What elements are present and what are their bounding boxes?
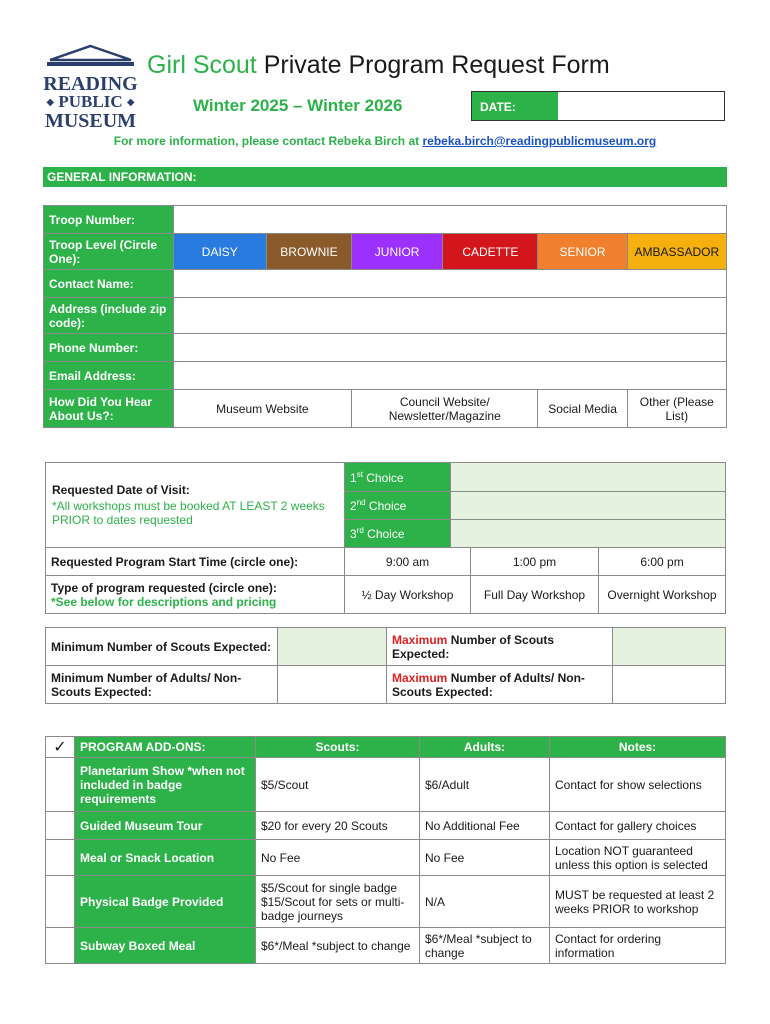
level-junior[interactable]: JUNIOR <box>352 234 443 270</box>
addon-badge-notes: MUST be requested at least 2 weeks PRIOR to workshop <box>550 876 726 928</box>
addon-meal-location-notes: Location NOT guaranteed unless this option is selected <box>550 840 726 876</box>
level-senior[interactable]: SENIOR <box>538 234 627 270</box>
email-label: Email Address: <box>44 362 174 390</box>
addons-header-notes: Notes: <box>550 737 726 758</box>
attendance-table <box>45 627 726 704</box>
min-scouts-label: Minimum Number of Scouts Expected: <box>46 628 278 666</box>
choice-2-label: 2nd Choice <box>345 492 451 520</box>
addon-tour-adults: No Additional Fee <box>420 812 550 840</box>
addons-header-scouts: Scouts: <box>256 737 420 758</box>
contact-name-field[interactable] <box>173 270 726 298</box>
phone-label: Phone Number: <box>44 334 174 362</box>
addon-planetarium-checkbox[interactable] <box>46 758 75 812</box>
season-subtitle: Winter 2025 – Winter 2026 <box>193 96 403 115</box>
addon-subway-scouts: $6*/Meal *subject to change <box>256 928 420 964</box>
addon-subway-adults: $6*/Meal *subject to change <box>420 928 550 964</box>
max-scouts-field[interactable] <box>613 628 726 666</box>
page-title <box>147 50 610 80</box>
min-scouts-field[interactable] <box>278 628 387 666</box>
visit-request-table <box>45 462 726 614</box>
addon-badge-adults: N/A <box>420 876 550 928</box>
program-full-day[interactable]: Full Day Workshop <box>471 576 599 614</box>
choice-3-field[interactable] <box>451 520 726 548</box>
requested-date-label: Requested Date of Visit: <box>52 483 190 497</box>
level-brownie[interactable]: BROWNIE <box>266 234 351 270</box>
level-ambassador[interactable]: AMBASSADOR <box>627 234 726 270</box>
level-daisy[interactable]: DAISY <box>173 234 266 270</box>
addon-subway-checkbox[interactable] <box>46 928 75 964</box>
requested-date-note: *All workshops must be booked AT LEAST 2 weeks PRIOR to dates requested <box>52 499 325 527</box>
program-overnight[interactable]: Overnight Workshop <box>599 576 726 614</box>
addon-planetarium-name: Planetarium Show *when not included in badge requirements <box>75 758 256 812</box>
addon-meal-location-adults: No Fee <box>420 840 550 876</box>
heard-option-museum-website[interactable]: Museum Website <box>173 390 351 428</box>
start-time-9am[interactable]: 9:00 am <box>345 548 471 576</box>
title-rest: Private Program Request Form <box>256 51 610 79</box>
addon-planetarium-notes: Contact for show selections <box>550 758 726 812</box>
requested-date-cell <box>46 463 345 548</box>
addon-meal-location-scouts: No Fee <box>256 840 420 876</box>
phone-field[interactable] <box>173 334 726 362</box>
heard-about-label: How Did You Hear About Us?: <box>44 390 174 428</box>
general-info-table <box>43 205 727 428</box>
addon-planetarium-adults: $6/Adult <box>420 758 550 812</box>
troop-number-label: Troop Number: <box>44 206 174 234</box>
addon-subway-name: Subway Boxed Meal <box>75 928 256 964</box>
logo-text-reading: READING <box>43 73 138 95</box>
addon-tour-scouts: $20 for every 20 Scouts <box>256 812 420 840</box>
contact-info <box>0 134 770 148</box>
start-time-6pm[interactable]: 6:00 pm <box>599 548 726 576</box>
troop-number-field[interactable] <box>173 206 726 234</box>
max-adults-field[interactable] <box>613 666 726 704</box>
title-accent: Girl Scout <box>147 51 257 79</box>
address-field[interactable] <box>173 298 726 334</box>
min-adults-field[interactable] <box>278 666 387 704</box>
museum-building-icon <box>43 44 138 70</box>
start-time-label: Requested Program Start Time (circle one): <box>46 548 345 576</box>
address-label: Address (include zip code): <box>44 298 174 334</box>
addon-tour-checkbox[interactable] <box>46 812 75 840</box>
choice-1-field[interactable] <box>451 463 726 492</box>
addons-header-name: PROGRAM ADD-ONS: <box>75 737 256 758</box>
check-icon: ✓ <box>46 737 75 758</box>
addon-tour-notes: Contact for gallery choices <box>550 812 726 840</box>
contact-email-link[interactable]: rebeka.birch@readingpublicmuseum.org <box>422 134 657 148</box>
addons-table <box>45 736 726 964</box>
addons-header-adults: Adults: <box>420 737 550 758</box>
level-cadette[interactable]: CADETTE <box>443 234 538 270</box>
museum-logo <box>43 44 138 130</box>
program-type-label: Type of program requested (circle one): <box>51 580 277 595</box>
addon-planetarium-scouts: $5/Scout <box>256 758 420 812</box>
start-time-1pm[interactable]: 1:00 pm <box>471 548 599 576</box>
program-type-note: *See below for descriptions and pricing <box>51 594 277 609</box>
min-adults-label: Minimum Number of Adults/ Non-Scouts Expected: <box>46 666 278 704</box>
program-half-day[interactable]: ½ Day Workshop <box>345 576 471 614</box>
contact-info-text: For more information, please contact Rebeka Birch at <box>113 134 423 148</box>
choice-2-field[interactable] <box>451 492 726 520</box>
general-info-header: GENERAL INFORMATION: <box>43 167 727 187</box>
addon-meal-location-name: Meal or Snack Location <box>75 840 256 876</box>
addon-badge-scouts: $5/Scout for single badge $15/Scout for sets or multi-badge journeys <box>256 876 420 928</box>
logo-text-public: ◆ PUBLIC ◆ <box>46 92 135 111</box>
email-field[interactable] <box>173 362 726 390</box>
date-field[interactable] <box>558 92 724 120</box>
troop-level-label: Troop Level (Circle One): <box>44 234 174 270</box>
heard-option-council-website[interactable]: Council Website/ Newsletter/Magazine <box>352 390 538 428</box>
addon-badge-name: Physical Badge Provided <box>75 876 256 928</box>
addon-badge-checkbox[interactable] <box>46 876 75 928</box>
heard-option-other[interactable]: Other (Please List) <box>627 390 726 428</box>
date-box <box>471 91 725 121</box>
program-type-cell <box>46 576 345 614</box>
heard-option-social-media[interactable]: Social Media <box>538 390 627 428</box>
choice-3-label: 3rd Choice <box>345 520 451 548</box>
max-adults-label: Maximum Number of Adults/ Non-Scouts Expected: <box>387 666 613 704</box>
addon-tour-name: Guided Museum Tour <box>75 812 256 840</box>
addon-meal-location-checkbox[interactable] <box>46 840 75 876</box>
date-label: DATE: <box>472 92 558 120</box>
choice-1-label: 1st Choice <box>345 463 451 492</box>
addon-subway-notes: Contact for ordering information <box>550 928 726 964</box>
contact-name-label: Contact Name: <box>44 270 174 298</box>
logo-text-museum: MUSEUM <box>44 110 137 132</box>
max-scouts-label: Maximum Number of Scouts Expected: <box>387 628 613 666</box>
